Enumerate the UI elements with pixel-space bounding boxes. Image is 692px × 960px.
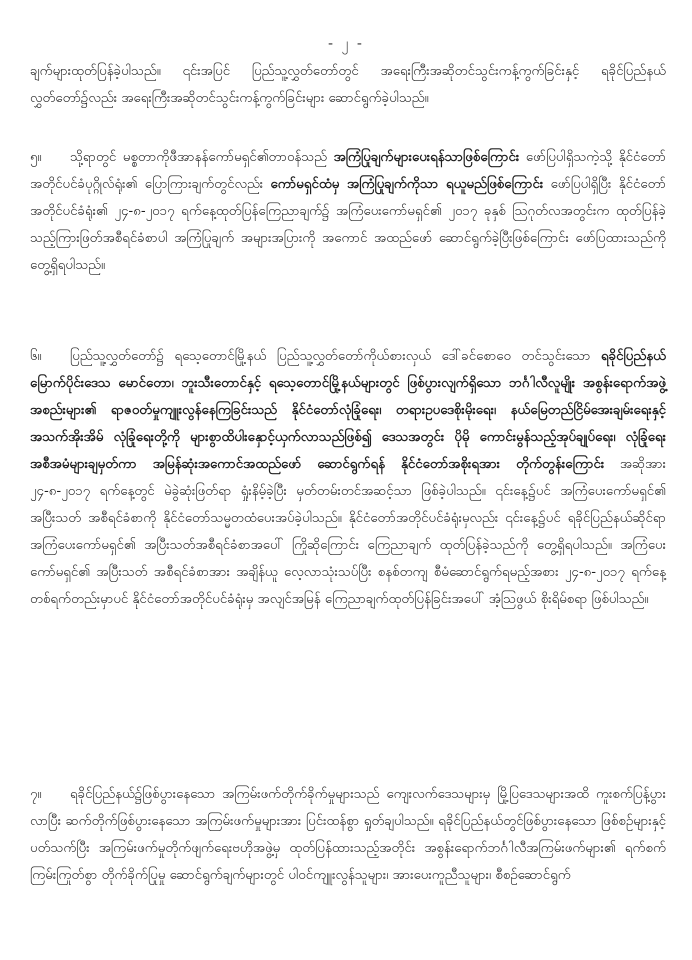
- paragraph-text: သို့ရာတွင် မစ္စတာကိုဖီအာနန်ကော်မရှင်၏တာဝန်သည် အကြံပြုချက်များပေးရန်သာဖြစ်ကြောင်း ဖော်ပြပါရှိသကဲ့သို့ နိုင်ငံတော်အတိုင်ပင်ခံပုဂ္ဂိုလ်ရုံး၏ ပြောကြားချက်တွင်လည်း ကော်မရှင်ထံမှ အကြံပြုချက်ကိုသာ ရယူမည်ဖြစ်ကြောင်း ဖော်ပြပါရှိပြီး နိုင်ငံတော်အတိုင်ပင်ခံရုံး၏ ၂၄-၈-၂၀၁၇ ရက်နေ့ထုတ်ပြန်ကြေညာချက်၌ အကြံပေးကော်မရှင်၏ ၂၀၁၇ ခုနှစ် ဩဂုတ်လအတွင်းက ထုတ်ပြန်ခဲ့သည့်ကြားဖြတ်အစီရင်ခံစာပါ အကြံပြုချက် အများအပြားကို အကောင် အထည်ဖော် ဆောင်ရွက်ခဲ့ပြီးဖြစ်ကြောင်း ဖော်ပြထားသည်ကို တွေ့ရှိရပါသည်။: [30, 150, 666, 273]
- paragraph-continuation: [30, 58, 666, 112]
- emphasis-text: ရခိုင်ပြည်နယ်မြောက်ပိုင်းဒေသ မောင်တော၊ ဘူးသီးတောင်နှင့် ရသေ့တောင်မြို့နယ်များတွင် ဖြစ်ပွားလျက်ရှိသော ဘင်္ဂါလီလူမျိုး အစွန်းရောက်အဖွဲ့အစည်းများ၏ ရာဇဝတ်မှုကျူးလွန်နေကြခြင်းသည် နိုင်ငံတော်လုံခြုံရေး၊ တရားဥပဒေစိုးမိုးရေး၊ နယ်မြေတည်ငြိမ်အေးချမ်းရေးနှင့် အသက်အိုးအိမ် လုံခြုံရေးတို့ကို များစွာထိပါးနှောင့်ယှက်လာသည်ဖြစ်၍ ဒေသအတွင်း ပိုမို ကောင်းမွန်သည့်အုပ်ချုပ်ရေး၊ လုံခြုံရေး အစီအမံများချမှတ်ကာ အမြန်ဆုံးအကောင်အထည်ဖော် ဆောင်ရွက်ရန် နိုင်ငံတော်အစိုးရအား တိုက်တွန်းကြောင်း: [30, 349, 666, 472]
- paragraph-text: ချက်များထုတ်ပြန်ခဲ့ပါသည်။ ၎င်းအပြင် ပြည်သူ့လွှတ်တော်တွင် အရေးကြီးအဆိုတင်သွင်းကန့်ကွက်ခြင်းနှင့် ရခိုင်ပြည်နယ်လွှတ်တော်၌လည်း အရေးကြီးအဆိုတင်သွင်းကန့်ကွက်ခြင်းများ ဆောင်ရွက်ခဲ့ပါသည်။: [30, 64, 666, 106]
- page-number: - ၂ -: [328, 36, 364, 52]
- paragraph-text: ရခိုင်ပြည်နယ်၌ဖြစ်ပွားနေသော အကြမ်းဖက်တိုက်ခိုက်မှုများသည် ကျေးလက်ဒေသများမှ မြို့ပြဒေသများအထိ ကူးစက်ပြန့်ပွားလာပြီး ဆက်တိုက်ဖြစ်ပွားနေသော အကြမ်းဖက်မှုများအား ပြင်းထန်စွာ ရှုတ်ချပါသည်။ ရခိုင်ပြည်နယ်တွင်ဖြစ်ပွားနေသော ဖြစ်စဉ်များနှင့်ပတ်သက်ပြီး အကြမ်းဖက်မှုတိုက်ဖျက်ရေးဗဟိုအဖွဲ့မှ ထုတ်ပြန်ထားသည့်အတိုင်း အစွန်းရောက်ဘင်္ဂါလီအကြမ်းဖက်များ၏ ရက်စက် ကြမ်းကြုတ်စွာ တိုက်ခိုက်ပြုမှု ဆောင်ရွက်ချက်များတွင် ပါဝင်ကျူးလွန်သူများ၊ အားပေးကူညီသူများ၊ စီစဉ်ဆောင်ရွက်: [30, 787, 666, 883]
- paragraph-5: [30, 144, 666, 279]
- paragraph-text: ပြည်သူ့လွှတ်တော်၌ ရသေ့တောင်မြို့နယ် ပြည်သူ့လွှတ်တော်ကိုယ်စားလှယ် ဒေါ်ခင်စောဝေ တင်သွင်းသော ရခိုင်ပြည်နယ်မြောက်ပိုင်းဒေသ မောင်တော၊ ဘူးသီးတောင်နှင့် ရသေ့တောင်မြို့နယ်များတွင် ဖြစ်ပွားလျက်ရှိသော ဘင်္ဂါလီလူမျိုး အစွန်းရောက်အဖွဲ့အစည်းများ၏ ရာဇဝတ်မှုကျူးလွန်နေကြခြင်းသည် နိုင်ငံတော်လုံခြုံရေး၊ တရားဥပဒေစိုးမိုးရေး၊ နယ်မြေတည်ငြိမ်အေးချမ်းရေးနှင့် အသက်အိုးအိမ် လုံခြုံရေးတို့ကို များစွာထိပါးနှောင့်ယှက်လာသည်ဖြစ်၍ ဒေသအတွင်း ပိုမို ကောင်းမွန်သည့်အုပ်ချုပ်ရေး၊ လုံခြုံရေး အစီအမံများချမှတ်ကာ အမြန်ဆုံးအကောင်အထည်ဖော် ဆောင်ရွက်ရန် နိုင်ငံတော်အစိုးရအား တိုက်တွန်းကြောင်း အဆိုအား ၂၄-၈-၂၀၁၇ ရက်နေ့တွင် မဲခွဲဆုံးဖြတ်ရာ ရှုံးနိမ့်ခဲ့ပြီး မှတ်တမ်းတင်အဆင့်သာ ဖြစ်ခဲ့ပါသည်။ ၎င်းနေ့၌ပင် အကြံပေးကော်မရှင်၏ အပြီးသတ် အစီရင်ခံစာကို နိုင်ငံတော်သမ္မတထံပေးအပ်ခဲ့ပါသည်။ နိုင်ငံတော်အတိုင်ပင်ခံရုံးမှလည်း ၎င်းနေ့၌ပင် ရခိုင်ပြည်နယ်ဆိုင်ရာအကြံပေးကော်မရှင်၏ အပြီးသတ်အစီရင်ခံစာအပေါ် ကြိုဆိုကြောင်း ကြေညာချက် ထုတ်ပြန်ခဲ့သည်ကို တွေ့ရှိရပါသည်။ အကြံပေးကော်မရှင်၏ အပြီးသတ် အစီရင်ခံစာအား အချိန်ယူ လေ့လာသုံးသပ်ပြီး စနစ်တကျ စီမံဆောင်ရွက်ရမည့်အစား ၂၄-၈-၂၀၁၇ ရက်နေ့ တစ်ရက်တည်းမှာပင် နိုင်ငံတော်အတိုင်ပင်ခံရုံးမှ အလျင်အမြန် ကြေညာချက်ထုတ်ပြန်ခြင်းအပေါ် အံ့သြဖွယ် စိုးရိမ်စရာ ဖြစ်ပါသည်။: [30, 349, 666, 607]
- paragraph-6: [30, 343, 666, 613]
- paragraph-number: ၅။: [30, 150, 42, 165]
- paragraph-number: ၇။: [30, 787, 42, 802]
- paragraph-7: [30, 781, 666, 889]
- emphasis-text: ကော်မရှင်ထံမှ အကြံပြုချက်ကိုသာ ရယူမည်ဖြစ်ကြောင်း: [270, 177, 544, 192]
- paragraph-number: ၆။: [30, 349, 42, 364]
- emphasis-text: အကြံပြုချက်များပေးရန်သာဖြစ်ကြောင်း: [333, 150, 520, 165]
